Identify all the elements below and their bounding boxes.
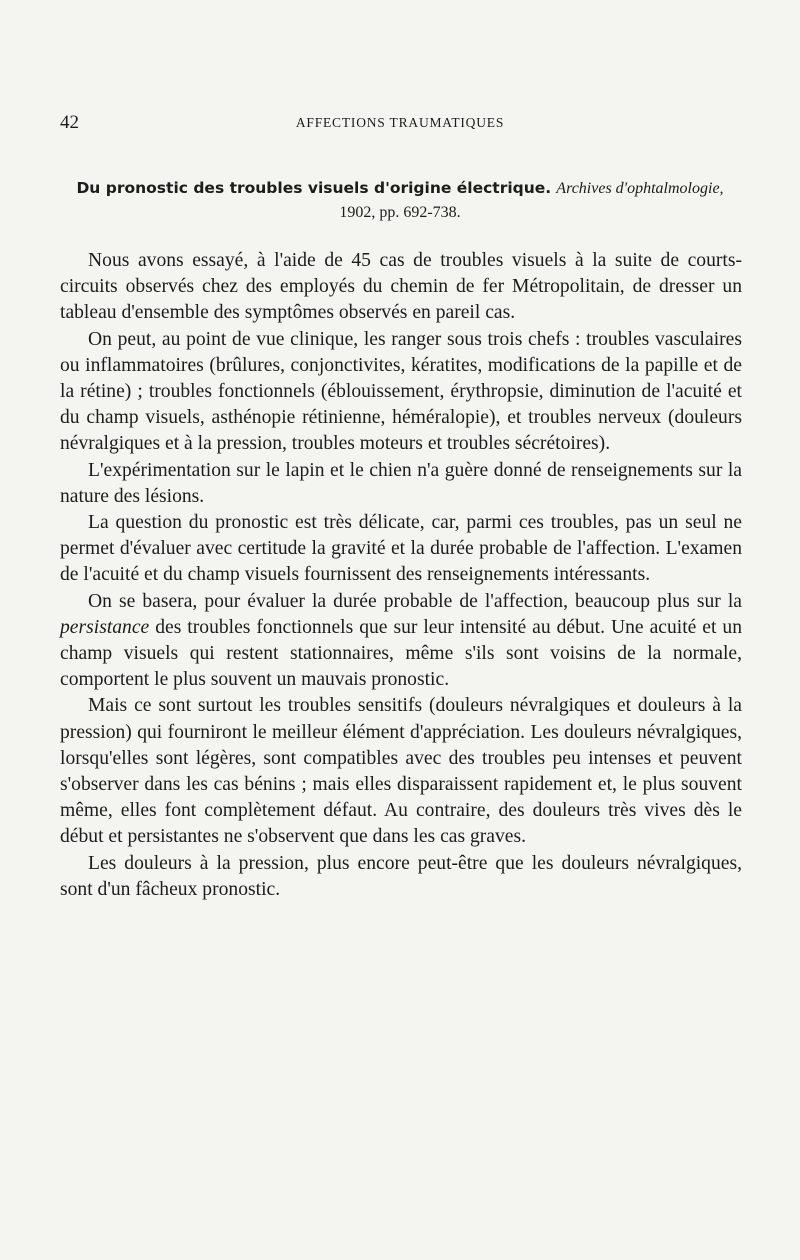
- paragraph-text: des troubles fonctionnels que sur leur intensité au début. Une acuité et un champ visuels qui restent stationnaires, même s'ils sont voisins de la normale, comportent le plus souvent un mauvais pronostic.: [60, 616, 742, 691]
- paragraph: L'expérimentation sur le lapin et le chien n'a guère donné de renseignements sur la nature des lésions.: [60, 459, 742, 507]
- article-title: Du pronostic des troubles visuels d'origine électrique.: [76, 179, 552, 197]
- paragraph-text: On se basera, pour évaluer la durée probable de l'affection, beaucoup plus sur la: [88, 590, 742, 612]
- body-text: [60, 248, 742, 903]
- page-number: 42: [60, 112, 79, 133]
- paragraph: La question du pronostic est très délicate, car, parmi ces troubles, pas un seul ne permet d'évaluer avec certitude la gravité et la durée probable de l'affection. L'examen de l'acuité et du champ visuels fournissent des renseignements intéressants.: [60, 512, 742, 586]
- paragraph: On peut, au point de vue clinique, les ranger sous trois chefs : troubles vasculaires ou inflammatoires (brûlures, conjonctivites, kératites, modifications de la papille et de la rétine) ; troubles fonctionnels (éblouissement, érythropsie, diminution de l'acuité et du champ visuels, asthénopie rétinienne, héméralopie), et troubles nerveux (douleurs névralgiques et à la pression, troubles moteurs et troubles sécrétoires).: [60, 328, 742, 455]
- paragraph: Les douleurs à la pression, plus encore peut-être que les douleurs névralgiques, sont d'un fâcheux pronostic.: [60, 852, 742, 900]
- running-head: AFFECTIONS TRAUMATIQUES: [295, 115, 505, 130]
- page-header: [60, 112, 740, 136]
- journal-name: Archives d'ophtalmologie,: [556, 180, 724, 197]
- emphasized-word: persistance: [60, 616, 150, 638]
- citation-details: 1902, pp. 692-738.: [339, 204, 461, 221]
- paragraph: Nous avons essayé, à l'aide de 45 cas de troubles visuels à la suite de courts-circuits observés chez des employés du chemin de fer Métropolitain, de dresser un tableau d'ensemble des symptômes observés en pareil cas.: [60, 250, 742, 324]
- paragraph: [60, 589, 742, 694]
- article-reference: [60, 176, 740, 225]
- paragraph: Mais ce sont surtout les troubles sensitifs (douleurs névralgiques et douleurs à la pression) qui fourniront le meilleur élément d'appréciation. Les douleurs névralgiques, lorsqu'elles sont légères, sont compatibles avec des troubles peu intenses et peuvent s'observer dans les cas bénins ; mais elles disparaissent rapidement et, le plus souvent même, elles font complètement défaut. Au contraire, des douleurs très vives dès le début et persistantes ne s'observent que dans les cas graves.: [60, 695, 742, 848]
